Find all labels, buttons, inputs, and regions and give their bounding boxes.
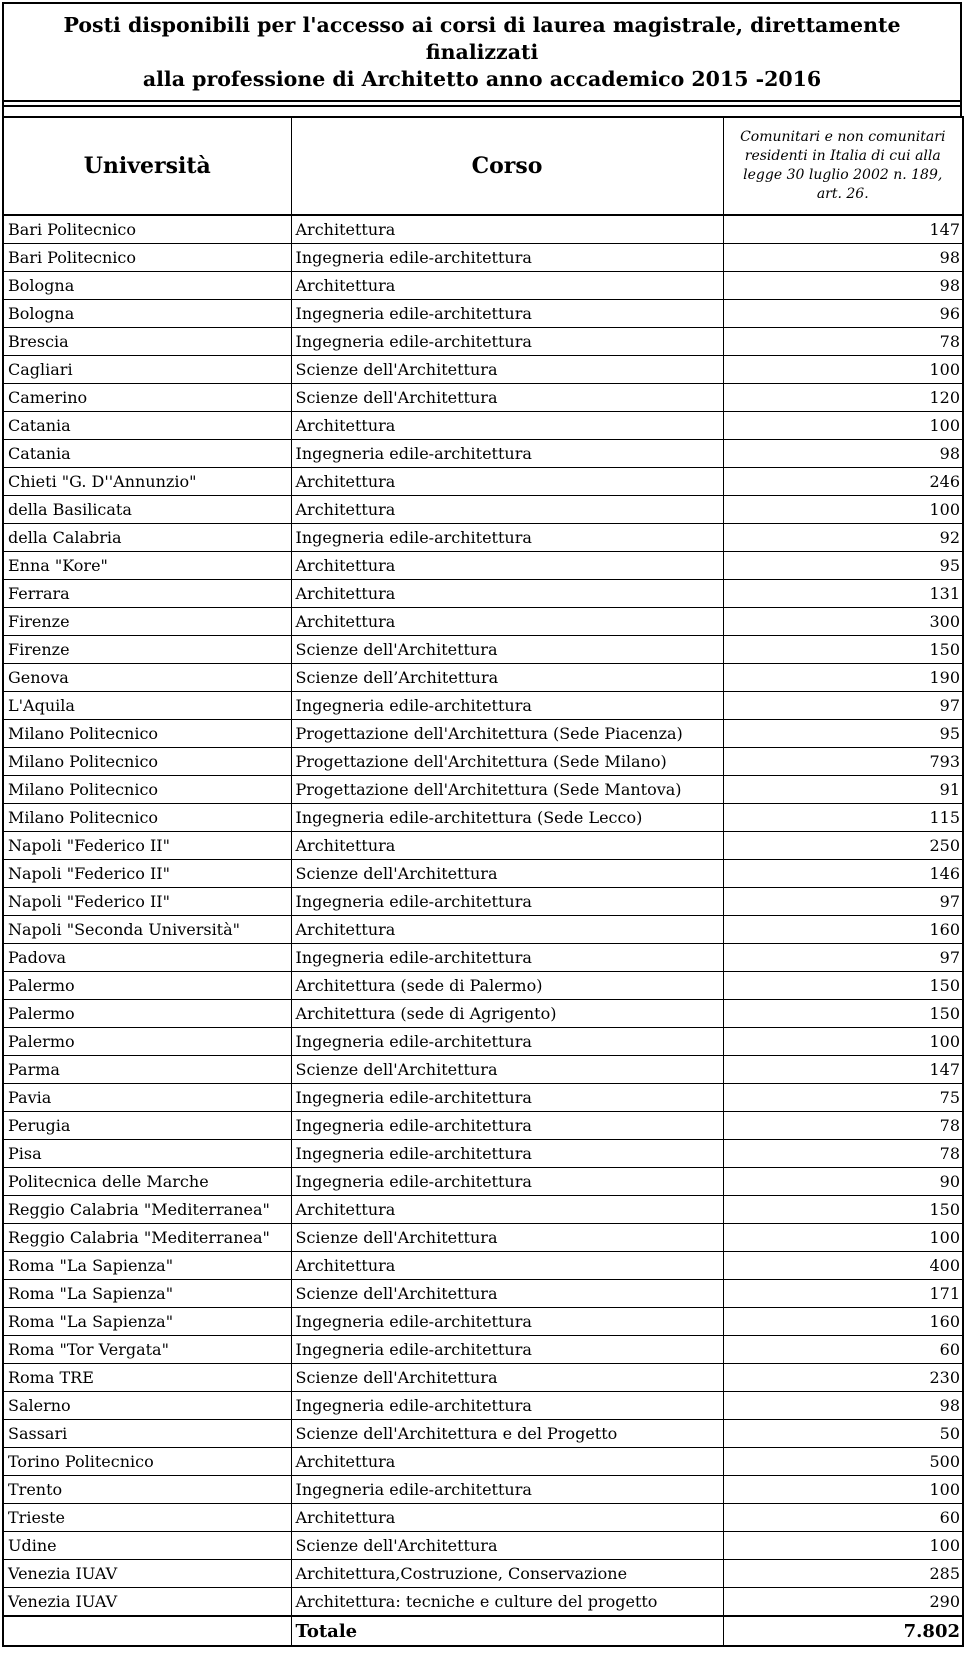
course-cell: Architettura (291, 272, 723, 300)
table-row (3, 776, 963, 804)
table-row (3, 1364, 963, 1392)
university-cell: Napoli "Federico II" (3, 860, 291, 888)
document-title (4, 12, 960, 93)
course-cell: Ingegneria edile-architettura (291, 944, 723, 972)
table-row (3, 720, 963, 748)
table-row (3, 552, 963, 580)
university-cell: Bologna (3, 272, 291, 300)
places-cell: 100 (723, 1532, 963, 1560)
university-cell: Roma "La Sapienza" (3, 1308, 291, 1336)
course-cell: Architettura (291, 468, 723, 496)
university-cell: della Calabria (3, 524, 291, 552)
header-university: Università (3, 117, 291, 215)
places-cell: 100 (723, 1028, 963, 1056)
university-cell: Brescia (3, 328, 291, 356)
table-row (3, 972, 963, 1000)
university-cell: Napoli "Federico II" (3, 832, 291, 860)
table-row (3, 832, 963, 860)
course-cell: Ingegneria edile-architettura (291, 300, 723, 328)
university-cell: Cagliari (3, 356, 291, 384)
course-cell: Ingegneria edile-architettura (291, 1392, 723, 1420)
places-cell: 98 (723, 244, 963, 272)
course-cell: Architettura (291, 832, 723, 860)
total-row (3, 1616, 963, 1646)
course-cell: Scienze dell'Architettura (291, 860, 723, 888)
course-cell: Ingegneria edile-architettura (291, 1084, 723, 1112)
course-cell: Architettura (291, 580, 723, 608)
course-cell: Architettura (sede di Agrigento) (291, 1000, 723, 1028)
course-cell: Scienze dell'Architettura (291, 1056, 723, 1084)
table-row (3, 1504, 963, 1532)
places-cell: 146 (723, 860, 963, 888)
places-cell: 131 (723, 580, 963, 608)
university-cell: Napoli "Federico II" (3, 888, 291, 916)
university-cell: Roma TRE (3, 1364, 291, 1392)
course-cell: Architettura (291, 1196, 723, 1224)
university-cell: della Basilicata (3, 496, 291, 524)
table-row (3, 412, 963, 440)
course-cell: Scienze dell'Architettura (291, 636, 723, 664)
total-value: 7.802 (723, 1616, 963, 1646)
title-box (2, 2, 962, 102)
course-cell: Scienze dell'Architettura e del Progetto (291, 1420, 723, 1448)
places-cell: 115 (723, 804, 963, 832)
places-cell: 190 (723, 664, 963, 692)
places-cell: 98 (723, 1392, 963, 1420)
places-cell: 95 (723, 552, 963, 580)
places-cell: 97 (723, 692, 963, 720)
places-cell: 285 (723, 1560, 963, 1588)
university-cell: Bari Politecnico (3, 244, 291, 272)
table-row (3, 1168, 963, 1196)
places-cell: 150 (723, 636, 963, 664)
separator-line (2, 107, 962, 116)
table-row (3, 1000, 963, 1028)
course-cell: Progettazione dell'Architettura (Sede Mantova) (291, 776, 723, 804)
university-cell: Chieti "G. D''Annunzio" (3, 468, 291, 496)
course-cell: Architettura (291, 1448, 723, 1476)
university-cell: Roma "La Sapienza" (3, 1252, 291, 1280)
table-row (3, 1084, 963, 1112)
places-cell: 100 (723, 496, 963, 524)
university-cell: Camerino (3, 384, 291, 412)
places-cell: 90 (723, 1168, 963, 1196)
university-cell: Udine (3, 1532, 291, 1560)
table-body (3, 215, 963, 1616)
course-cell: Architettura (291, 496, 723, 524)
table-row (3, 244, 963, 272)
table-row (3, 1028, 963, 1056)
university-cell: Salerno (3, 1392, 291, 1420)
university-cell: Palermo (3, 972, 291, 1000)
university-cell: Parma (3, 1056, 291, 1084)
table-row (3, 384, 963, 412)
table-row (3, 888, 963, 916)
table-row (3, 1448, 963, 1476)
header-places: Comunitari e non comunitari residenti in Italia di cui alla legge 30 luglio 2002 n. 189, art. 26. (723, 117, 963, 215)
table-row (3, 860, 963, 888)
table-row (3, 608, 963, 636)
places-cell: 230 (723, 1364, 963, 1392)
table-row (3, 440, 963, 468)
places-cell: 500 (723, 1448, 963, 1476)
places-cell: 160 (723, 916, 963, 944)
places-cell: 95 (723, 720, 963, 748)
table-row (3, 1280, 963, 1308)
table-row (3, 1588, 963, 1617)
table-row (3, 804, 963, 832)
university-cell: Roma "La Sapienza" (3, 1280, 291, 1308)
university-cell: Genova (3, 664, 291, 692)
course-cell: Architettura (291, 215, 723, 244)
places-cell: 290 (723, 1588, 963, 1617)
table-row (3, 1420, 963, 1448)
course-cell: Architettura (291, 1504, 723, 1532)
university-cell: Napoli "Seconda Università" (3, 916, 291, 944)
title-line-1: Posti disponibili per l'accesso ai corsi di laurea magistrale, direttamente finalizzati (63, 12, 901, 64)
table-row (3, 272, 963, 300)
table-row (3, 1140, 963, 1168)
university-cell: Firenze (3, 608, 291, 636)
university-cell: Reggio Calabria "Mediterranea" (3, 1196, 291, 1224)
course-cell: Scienze dell'Architettura (291, 1364, 723, 1392)
course-cell: Ingegneria edile-architettura (291, 888, 723, 916)
places-cell: 78 (723, 1140, 963, 1168)
table-row (3, 664, 963, 692)
places-cell: 147 (723, 215, 963, 244)
places-cell: 60 (723, 1336, 963, 1364)
header-row (3, 117, 963, 215)
course-cell: Architettura: tecniche e culture del progetto (291, 1588, 723, 1617)
table-row (3, 1560, 963, 1588)
places-cell: 171 (723, 1280, 963, 1308)
table-row (3, 1336, 963, 1364)
university-cell: Perugia (3, 1112, 291, 1140)
course-cell: Architettura (291, 412, 723, 440)
places-cell: 300 (723, 608, 963, 636)
places-cell: 98 (723, 272, 963, 300)
table-row (3, 356, 963, 384)
total-label: Totale (291, 1616, 723, 1646)
table-row (3, 328, 963, 356)
places-cell: 78 (723, 1112, 963, 1140)
places-cell: 75 (723, 1084, 963, 1112)
table-row (3, 1196, 963, 1224)
table-row (3, 496, 963, 524)
course-cell: Scienze dell'Architettura (291, 356, 723, 384)
table-row (3, 215, 963, 244)
course-cell: Architettura (291, 608, 723, 636)
university-cell: Torino Politecnico (3, 1448, 291, 1476)
course-cell: Architettura (291, 552, 723, 580)
university-cell: Enna "Kore" (3, 552, 291, 580)
places-cell: 150 (723, 972, 963, 1000)
table-row (3, 1532, 963, 1560)
course-cell: Architettura (291, 1252, 723, 1280)
places-cell: 97 (723, 888, 963, 916)
university-cell: L'Aquila (3, 692, 291, 720)
university-cell: Bologna (3, 300, 291, 328)
places-cell: 78 (723, 328, 963, 356)
places-cell: 147 (723, 1056, 963, 1084)
places-cell: 150 (723, 1196, 963, 1224)
university-cell: Pavia (3, 1084, 291, 1112)
places-cell: 100 (723, 1224, 963, 1252)
course-cell: Ingegneria edile-architettura (291, 1336, 723, 1364)
course-cell: Scienze dell’Architettura (291, 664, 723, 692)
table-row (3, 1112, 963, 1140)
university-cell: Trento (3, 1476, 291, 1504)
places-cell: 91 (723, 776, 963, 804)
university-cell: Palermo (3, 1000, 291, 1028)
places-cell: 100 (723, 356, 963, 384)
course-cell: Architettura,Costruzione, Conservazione (291, 1560, 723, 1588)
course-cell: Ingegneria edile-architettura (291, 524, 723, 552)
university-cell: Politecnica delle Marche (3, 1168, 291, 1196)
course-cell: Ingegneria edile-architettura (291, 1476, 723, 1504)
course-cell: Ingegneria edile-architettura (291, 440, 723, 468)
places-cell: 60 (723, 1504, 963, 1532)
places-cell: 400 (723, 1252, 963, 1280)
table-row (3, 916, 963, 944)
course-cell: Scienze dell'Architettura (291, 1280, 723, 1308)
course-cell: Ingegneria edile-architettura (291, 328, 723, 356)
places-table (2, 116, 964, 1647)
university-cell: Milano Politecnico (3, 748, 291, 776)
places-cell: 100 (723, 1476, 963, 1504)
university-cell: Ferrara (3, 580, 291, 608)
course-cell: Ingegneria edile-architettura (291, 1028, 723, 1056)
course-cell: Architettura (sede di Palermo) (291, 972, 723, 1000)
title-line-2: alla professione di Architetto anno accademico 2015 -2016 (142, 66, 822, 91)
university-cell: Bari Politecnico (3, 215, 291, 244)
course-cell: Ingegneria edile-architettura (291, 1168, 723, 1196)
university-cell: Venezia IUAV (3, 1560, 291, 1588)
course-cell: Ingegneria edile-architettura (291, 244, 723, 272)
university-cell: Milano Politecnico (3, 720, 291, 748)
table-row (3, 1224, 963, 1252)
table-row (3, 1476, 963, 1504)
table-row (3, 524, 963, 552)
course-cell: Ingegneria edile-architettura (291, 1308, 723, 1336)
university-cell: Padova (3, 944, 291, 972)
places-cell: 92 (723, 524, 963, 552)
table-row (3, 580, 963, 608)
places-cell: 246 (723, 468, 963, 496)
university-cell: Firenze (3, 636, 291, 664)
places-cell: 98 (723, 440, 963, 468)
course-cell: Scienze dell'Architettura (291, 1532, 723, 1560)
course-cell: Scienze dell'Architettura (291, 1224, 723, 1252)
places-cell: 120 (723, 384, 963, 412)
university-cell: Reggio Calabria "Mediterranea" (3, 1224, 291, 1252)
course-cell: Architettura (291, 916, 723, 944)
university-cell: Milano Politecnico (3, 776, 291, 804)
table-row (3, 300, 963, 328)
course-cell: Ingegneria edile-architettura (Sede Lecco) (291, 804, 723, 832)
university-cell: Palermo (3, 1028, 291, 1056)
course-cell: Ingegneria edile-architettura (291, 1112, 723, 1140)
course-cell: Progettazione dell'Architettura (Sede Piacenza) (291, 720, 723, 748)
course-cell: Ingegneria edile-architettura (291, 692, 723, 720)
places-cell: 160 (723, 1308, 963, 1336)
university-cell: Milano Politecnico (3, 804, 291, 832)
total-empty-cell (3, 1616, 291, 1646)
university-cell: Roma "Tor Vergata" (3, 1336, 291, 1364)
university-cell: Venezia IUAV (3, 1588, 291, 1617)
places-cell: 793 (723, 748, 963, 776)
places-cell: 97 (723, 944, 963, 972)
university-cell: Trieste (3, 1504, 291, 1532)
table-row (3, 468, 963, 496)
document (2, 2, 962, 1647)
table-row (3, 748, 963, 776)
table-row (3, 692, 963, 720)
table-row (3, 944, 963, 972)
places-cell: 96 (723, 300, 963, 328)
course-cell: Progettazione dell'Architettura (Sede Milano) (291, 748, 723, 776)
places-cell: 250 (723, 832, 963, 860)
table-row (3, 1056, 963, 1084)
course-cell: Ingegneria edile-architettura (291, 1140, 723, 1168)
places-cell: 50 (723, 1420, 963, 1448)
header-course: Corso (291, 117, 723, 215)
table-row (3, 636, 963, 664)
university-cell: Pisa (3, 1140, 291, 1168)
university-cell: Catania (3, 440, 291, 468)
table-row (3, 1308, 963, 1336)
table-row (3, 1252, 963, 1280)
university-cell: Sassari (3, 1420, 291, 1448)
course-cell: Scienze dell'Architettura (291, 384, 723, 412)
places-cell: 100 (723, 412, 963, 440)
places-cell: 150 (723, 1000, 963, 1028)
table-row (3, 1392, 963, 1420)
university-cell: Catania (3, 412, 291, 440)
